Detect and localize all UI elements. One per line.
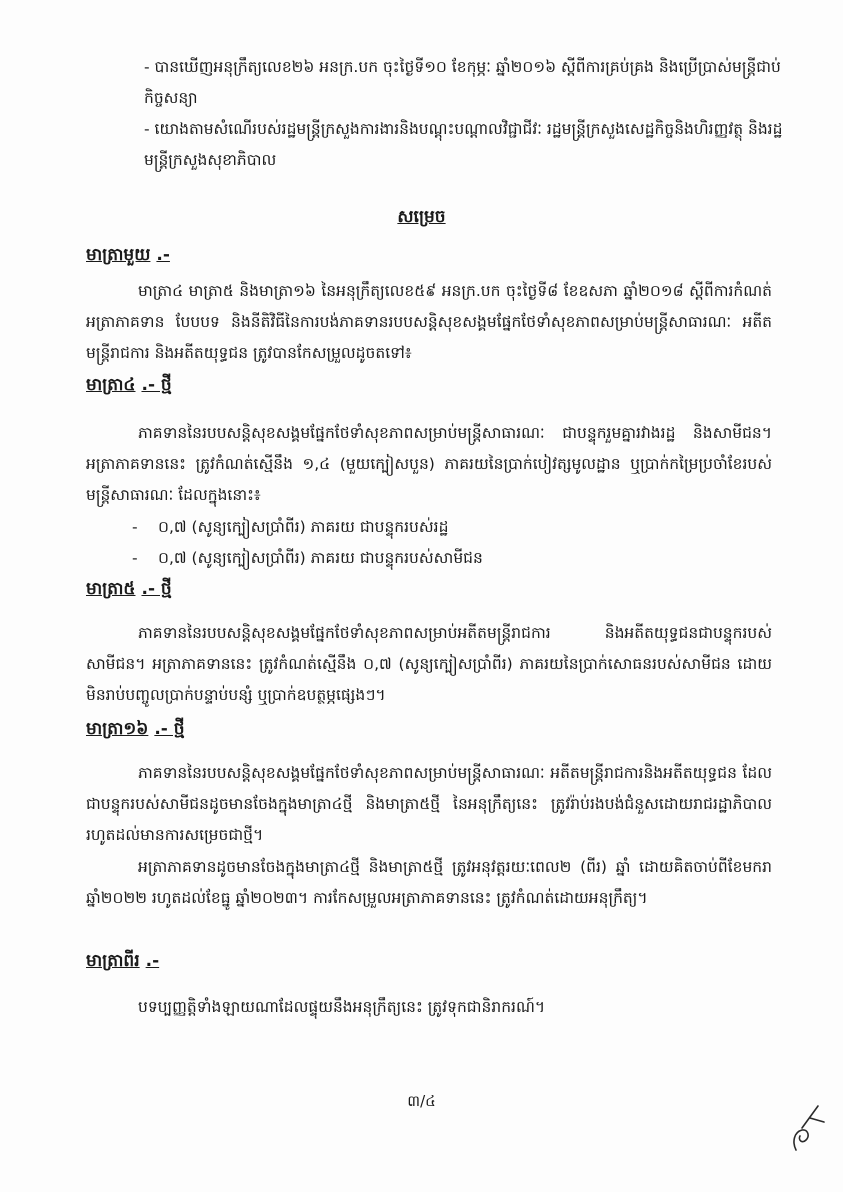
article-heading-label: មាត្រា៥ [86, 579, 136, 599]
article-heading-label: មាត្រាមួយ [86, 245, 151, 265]
list-item-text: ០,៧ (សូន្យក្បៀសប្រាំពីរ) ភាគរយ ជាបន្ទុករបស់សាមីជន [158, 549, 483, 567]
article-two-heading [86, 950, 159, 975]
article-sixteen-heading [86, 718, 185, 743]
article-heading-label: មាត្រា៤ [86, 375, 136, 395]
list-item-text: ០,៧ (សូន្យក្បៀសប្រាំពីរ) ភាគរយ ជាបន្ទុករបស់រដ្ឋ [158, 518, 449, 536]
decision-title: សម្រេច [397, 207, 446, 227]
article-heading-suffix: .- ថ្មី [141, 579, 172, 599]
article-heading-label: មាត្រាពីរ [86, 951, 140, 971]
article-five-heading [86, 578, 172, 603]
handwritten-initials [788, 1098, 828, 1158]
article-heading-label: មាត្រា១៦ [86, 719, 149, 739]
preamble-bullet [128, 114, 788, 176]
preamble-bullets [128, 52, 788, 176]
list-item: - ០,៧ (សូន្យក្បៀសប្រាំពីរ) ភាគរយ ជាបន្ទុករបស់សាមីជន [132, 549, 483, 567]
article-sixteen-text-1: ភាគទាននៃរបបសន្តិសុខសង្គមផ្នែកថែទាំសុខភាពសម្រាប់មន្ត្រីសាធារណៈ អតីតមន្ត្រីរាជការនិងអតីតយុទ្ធជន ដែលជាបន្ទុករបស់សាមីជនដូចមានចែងក្នុងមាត្រា៤ថ្មី និងមាត្រា៥ថ្មី នៃអនុក្រឹត្យនេះ ត្រូវរ៉ាប់រងបង់ជំនួសដោយរាជរដ្ឋាភិបាល រហូតដល់មានការសម្រេចជាថ្មី។ [86, 764, 772, 844]
article-two-text: បទប្បញ្ញត្តិទាំងឡាយណាដែលផ្ទុយនឹងអនុក្រឹត្យនេះ ត្រូវទុកជានិរាករណ៍។ [138, 998, 546, 1016]
preamble-bullet [128, 52, 788, 114]
page-number: ៣/៤ [407, 1092, 436, 1110]
list-item: - ០,៧ (សូន្យក្បៀសប្រាំពីរ) ភាគរយ ជាបន្ទុករបស់រដ្ឋ [132, 518, 449, 536]
preamble-bullet-text: - បានឃើញអនុក្រឹត្យលេខ២៦ អនក្រ.បក ចុះថ្ងៃទី១០ ខែកុម្ភៈ ឆ្នាំ២០១៦ ស្តីពីការគ្រប់គ្រង និងប្រើប្រាស់មន្ត្រីជាប់កិច្ចសន្យា [144, 58, 781, 107]
article-heading-suffix: .- ថ្មី [141, 375, 172, 395]
article-sixteen-text-2: អត្រាភាគទានដូចមានចែងក្នុងមាត្រា៤ថ្មី និងមាត្រា៥ថ្មី ត្រូវអនុវត្តរយៈពេល២ (ពីរ) ឆ្នាំ ដោយគិតចាប់ពីខែមករា ឆ្នាំ២០២២ រហូតដល់ខែធ្នូ ឆ្នាំ២០២៣។ ការកែសម្រួលអត្រាភាគទាននេះ ត្រូវកំណត់ដោយអនុក្រឹត្យ។ [86, 858, 772, 907]
article-five-text: ភាគទាននៃរបបសន្តិសុខសង្គមផ្នែកថែទាំសុខភាពសម្រាប់អតីតមន្ត្រីរាជការ និងអតីតយុទ្ធជនជាបន្ទុករបស់សាមីជន។ អត្រាភាគទាននេះ ត្រូវកំណត់ស្មើនឹង ០,៧ (សូន្យក្បៀសប្រាំពីរ) ភាគរយនៃប្រាក់សោធនរបស់សាមីជន ដោយមិនរាប់បញ្ចូលប្រាក់បន្ទាប់បន្សំ ឬប្រាក់ឧបត្ថម្ភផ្សេងៗ។ [86, 624, 772, 704]
article-heading-suffix: .- [156, 245, 170, 265]
article-four-list [132, 512, 752, 574]
preamble-bullet-text: - យោងតាមសំណើរបស់រដ្ឋមន្ត្រីក្រសួងការងារនិងបណ្តុះបណ្តាលវិជ្ជាជីវៈ រដ្ឋមន្ត្រីក្រសួងសេដ្ឋកិច្ចនិងហិរញ្ញវត្ថុ និងរដ្ឋមន្ត្រីក្រសួងសុខាភិបាល [144, 120, 783, 169]
article-heading-suffix: .- [145, 951, 160, 971]
article-one-heading [86, 244, 170, 269]
article-one-text: មាត្រា៤ មាត្រា៥ និងមាត្រា១៦ នៃអនុក្រឹត្យលេខ៥៩ អនក្រ.បក ចុះថ្ងៃទី៨ ខែឧសភា ឆ្នាំ២០១៨ ស្តីពីការកំណត់អត្រាភាគទាន បែបបទ និងនីតិវិធីនៃការបង់ភាគទានរបបសន្តិសុខសង្គមផ្នែកថែទាំសុខភាពសម្រាប់មន្ត្រីសាធារណៈ អតីតមន្ត្រីរាជការ និងអតីតយុទ្ធជន ត្រូវបានកែសម្រួលដូចតទៅ៖ [86, 282, 772, 362]
article-four-heading [86, 374, 172, 399]
article-four-text: ភាគទាននៃរបបសន្តិសុខសង្គមផ្នែកថែទាំសុខភាពសម្រាប់មន្ត្រីសាធារណៈ ជាបន្ទុករួមគ្នារវាងរដ្ឋ និងសាមីជន។ អត្រាភាគទាននេះ ត្រូវកំណត់ស្មើនឹង ១,៤ (មួយក្បៀសបួន) ភាគរយនៃប្រាក់បៀវត្សមូលដ្ឋាន ឬប្រាក់កម្រៃប្រចាំខែរបស់មន្ត្រីសាធារណៈ ដែលក្នុងនោះ៖ [86, 424, 772, 504]
article-heading-suffix: .- ថ្មី [154, 719, 185, 739]
